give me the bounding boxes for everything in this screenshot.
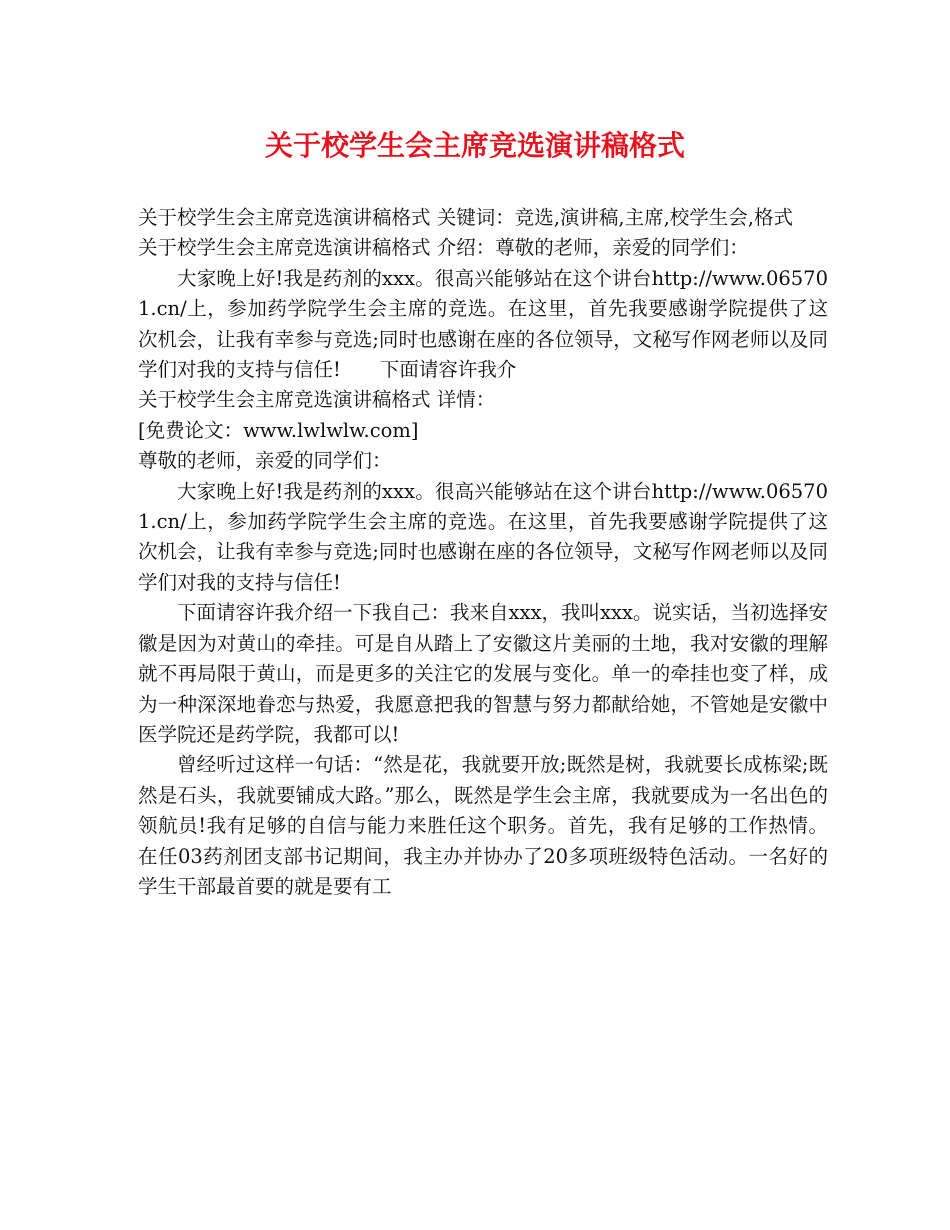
document-body [138,203,828,902]
document-title: 关于校学生会主席竞选演讲稿格式 [264,129,685,162]
summary-paragraph: 大家晚上好!我是药剂的xxx。很高兴能够站在这个讲台http://www.065701.cn/上，参加药学院学生会主席的竞选。在这里，首先我要感谢学院提供了这次机会，让我有幸参与竞选;同时也感谢在座的各位领导，文秘写作网老师以及同学们对我的支持与信任! 下面请容许我介 [138,266,828,382]
body-paragraph: 下面请容许我介绍一下我自己：我来自xxx，我叫xxx。说实话，当初选择安徽是因为对黄山的牵挂。可是自从踏上了安徽这片美丽的土地，我对安徽的理解就不再局限于黄山，而是更多的关注它的发展与变化。单一的牵挂也变了样，成为一种深深地眷恋与热爱，我愿意把我的智慧与努力都献给她，不管她是安徽中医学院还是药学院，我都可以! [138,601,828,746]
keywords-paragraph: 关于校学生会主席竞选演讲稿格式 关键词：竞选,演讲稿,主席,校学生会,格式 [138,206,793,229]
salutation: 尊敬的老师，亲爱的同学们： [138,449,392,473]
details-heading: 关于校学生会主席竞选演讲稿格式 详情： [138,388,496,412]
body-paragraph: 大家晚上好!我是药剂的xxx。很高兴能够站在这个讲台http://www.065701.cn/上，参加药学院学生会主席的竞选。在这里，首先我要感谢学院提供了这次机会，让我有幸参与竞选;同时也感谢在座的各位领导，文秘写作网老师以及同学们对我的支持与信任! [138,479,828,594]
intro-paragraph: 关于校学生会主席竞选演讲稿格式 介绍：尊敬的老师，亲爱的同学们： [138,236,749,260]
source-note: [免费论文：www.lwlwlw.com] [138,418,419,442]
body-paragraph: 曾经听过这样一句话：“然是花，我就要开放;既然是树，我就要长成栋梁;既然是石头，我就要铺成大路。”那么，既然是学生会主席，我就要成为一名出色的领航员!我有足够的自信与能力来胜任这个职务。首先，我有足够的工作热情。在任03药剂团支部书记期间，我主办并协办了20多项班级特色活动。一名好的学生干部最首要的就是要有工 [138,753,828,898]
